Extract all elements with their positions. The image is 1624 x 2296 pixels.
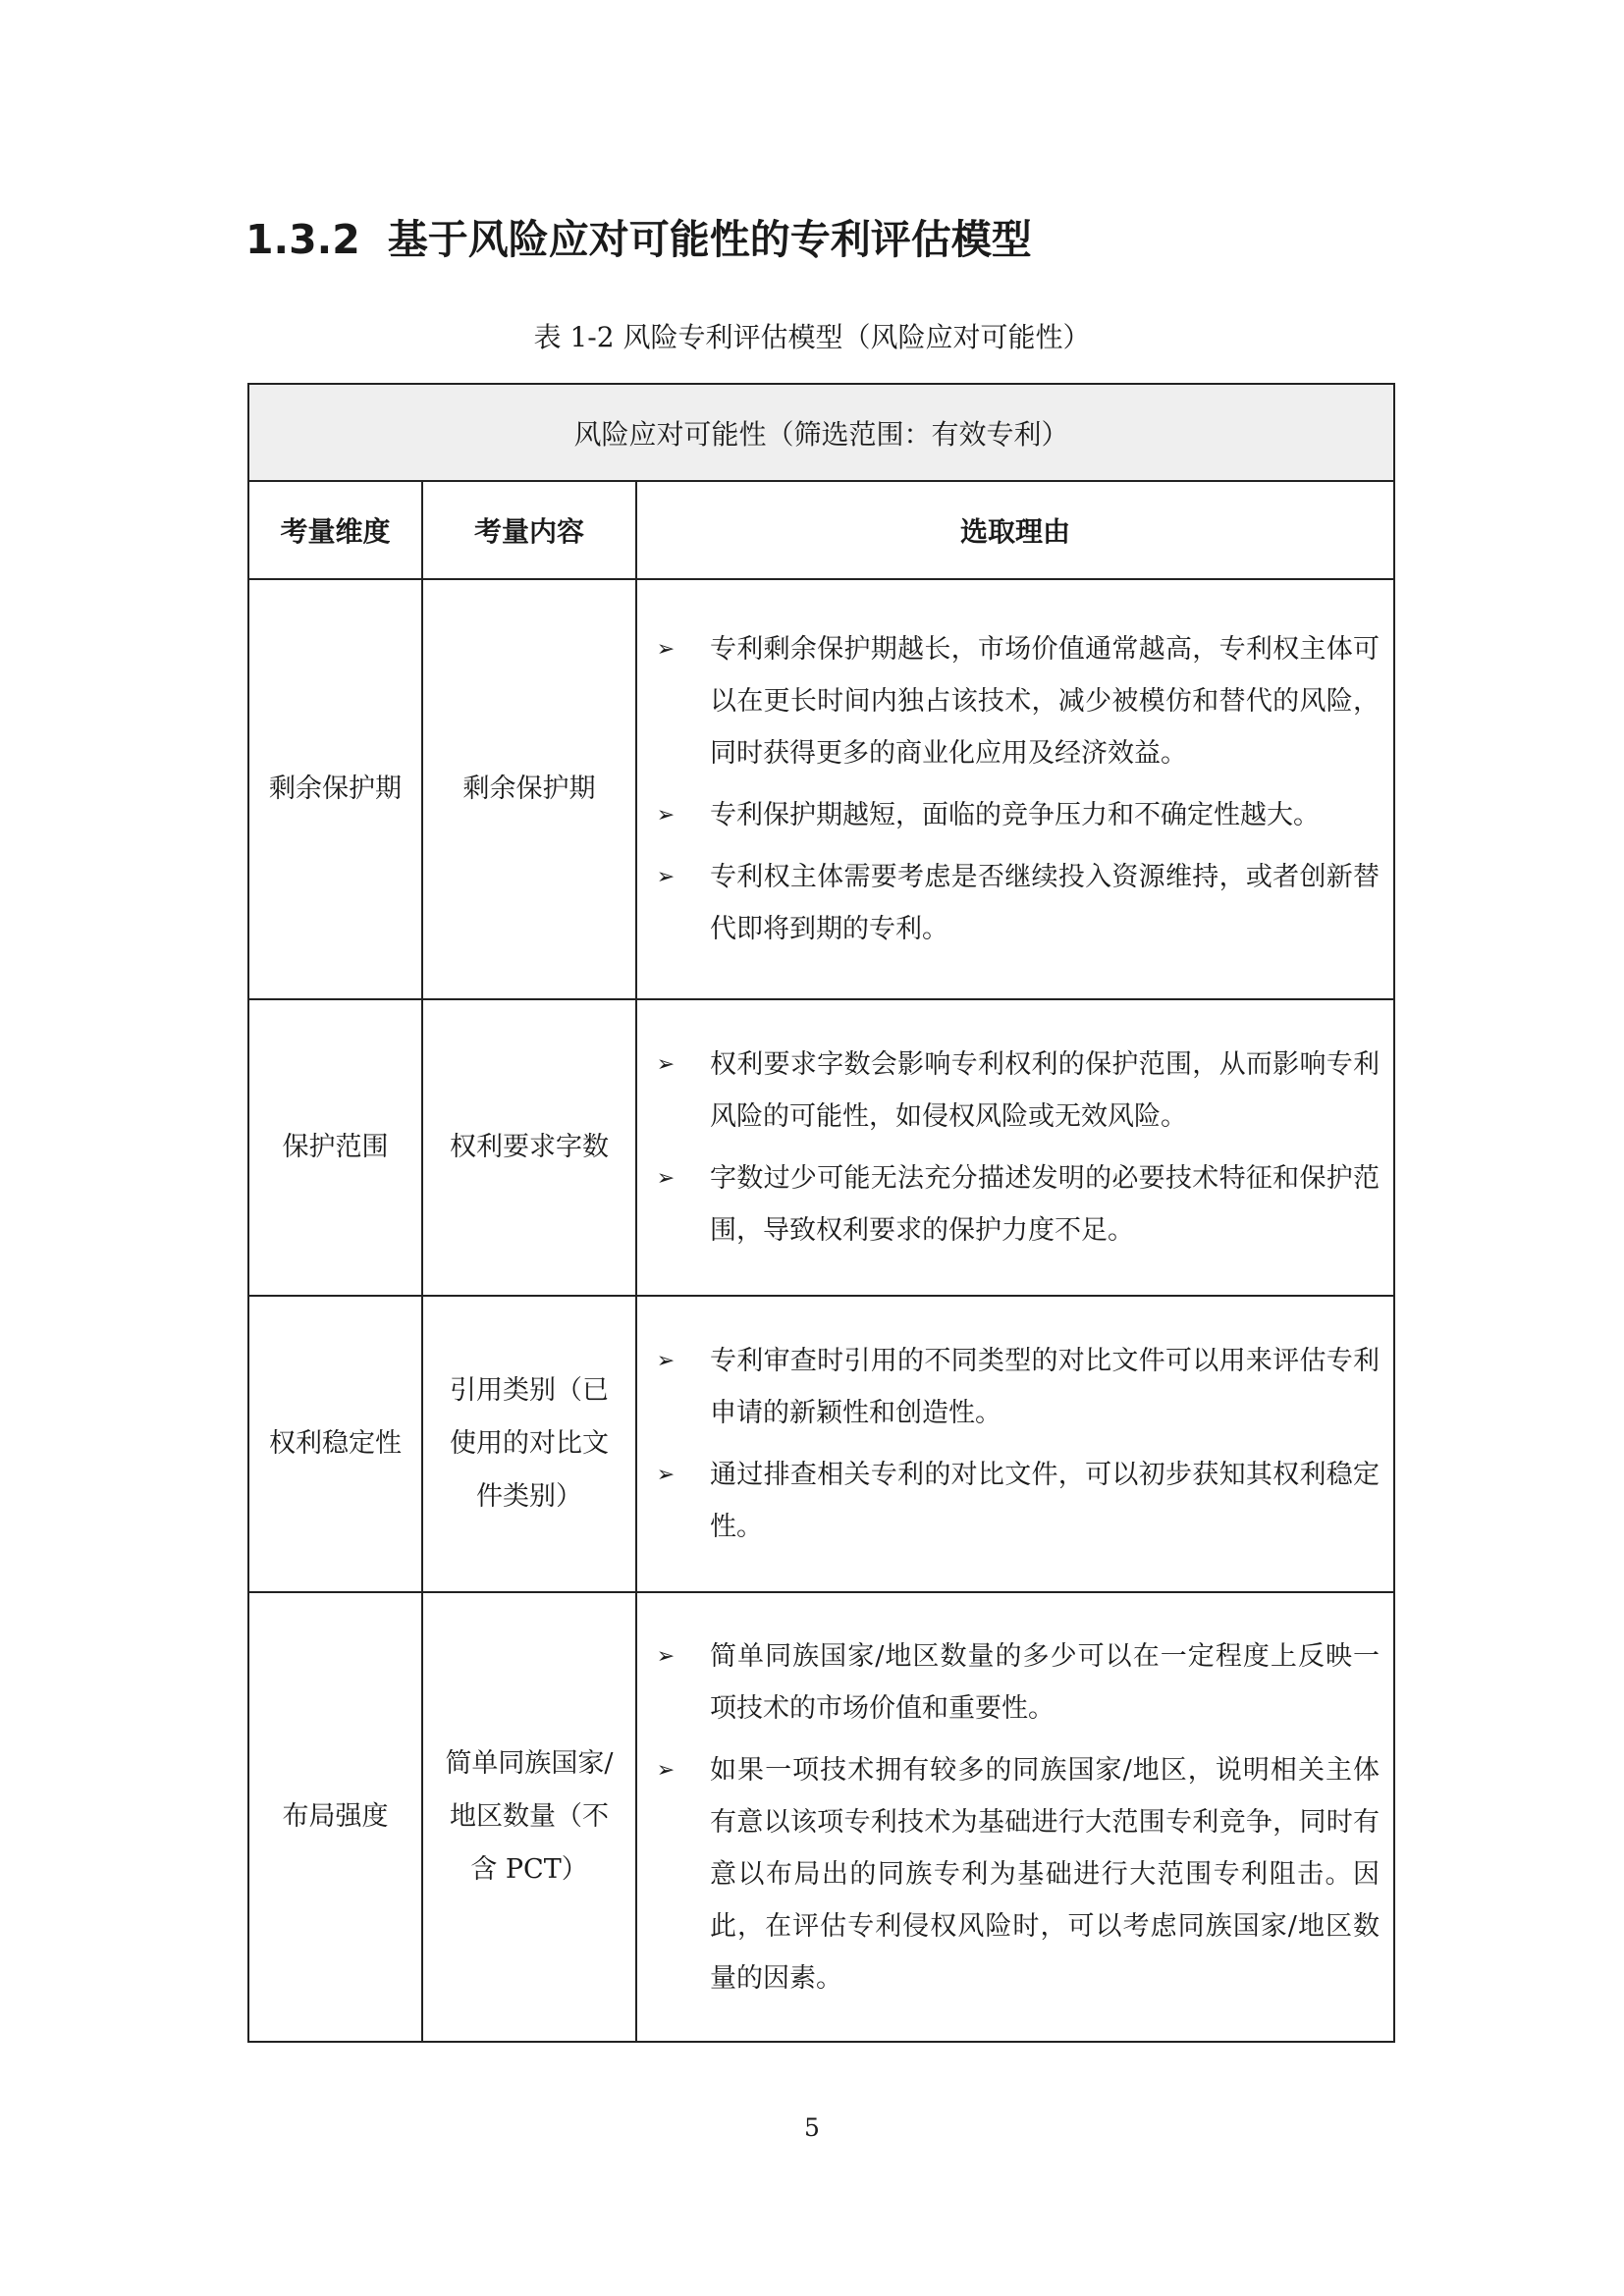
section-title: 基于风险应对可能性的专利评估模型 <box>387 216 1032 263</box>
dimension-cell: 权利稳定性 <box>248 1296 422 1592</box>
table-header-row <box>248 481 1394 579</box>
reason-text: 字数过少可能无法充分描述发明的必要技术特征和保护范围，导致权利要求的保护力度不足。 <box>710 1163 1380 1246</box>
content-cell: 引用类别（已使用的对比文件类别） <box>422 1296 636 1592</box>
reason-cell <box>636 579 1394 999</box>
reason-item <box>637 623 1380 779</box>
reason-text: 通过排查相关专利的对比文件，可以初步获知其权利稳定性。 <box>710 1460 1380 1542</box>
reason-item <box>637 1744 1380 2004</box>
reason-text: 专利权主体需要考虑是否继续投入资源维持，或者创新替代即将到期的专利。 <box>710 862 1380 944</box>
arrow-bullet-icon: ➢ <box>656 1757 676 1783</box>
reason-item <box>637 1449 1380 1553</box>
arrow-bullet-icon: ➢ <box>656 865 676 889</box>
header-reason: 选取理由 <box>636 481 1394 579</box>
table-row <box>248 579 1394 999</box>
content-cell: 剩余保护期 <box>422 579 636 999</box>
content-cell: 权利要求字数 <box>422 999 636 1296</box>
table-caption: 表 1-2 风险专利评估模型（风险应对可能性） <box>533 321 1091 353</box>
reason-item <box>637 851 1380 955</box>
arrow-bullet-icon: ➢ <box>656 1463 676 1487</box>
section-heading <box>245 210 1032 269</box>
arrow-bullet-icon: ➢ <box>656 1349 676 1373</box>
reason-text: 简单同族国家/地区数量的多少可以在一定程度上反映一项技术的市场价值和重要性。 <box>710 1640 1380 1724</box>
reason-item <box>637 1152 1380 1256</box>
content-cell: 简单同族国家/地区数量（不含 PCT） <box>422 1592 636 2042</box>
table-title-row <box>248 384 1394 481</box>
reason-cell <box>636 1296 1394 1592</box>
table-row <box>248 999 1394 1296</box>
page-number: 5 <box>804 2113 820 2142</box>
table-row <box>248 1592 1394 2042</box>
header-content: 考量内容 <box>422 481 636 579</box>
reason-text: 专利剩余保护期越长，市场价值通常越高，专利权主体可以在更长时间内独占该技术，减少被模仿和替代的风险，同时获得更多的商业化应用及经济效益。 <box>710 634 1380 769</box>
section-number: 1.3.2 <box>245 216 360 263</box>
dimension-cell: 布局强度 <box>248 1592 422 2042</box>
dimension-cell: 保护范围 <box>248 999 422 1296</box>
reason-text: 专利保护期越短，面临的竞争压力和不确定性越大。 <box>710 800 1320 830</box>
table-row <box>248 1296 1394 1592</box>
reason-item <box>637 1630 1380 1735</box>
header-dimension: 考量维度 <box>248 481 422 579</box>
reason-cell <box>636 999 1394 1296</box>
risk-assessment-table <box>247 383 1395 2043</box>
arrow-bullet-icon: ➢ <box>656 637 676 662</box>
arrow-bullet-icon: ➢ <box>656 803 676 828</box>
reason-text: 专利审查时引用的不同类型的对比文件可以用来评估专利申请的新颖性和创造性。 <box>710 1346 1380 1428</box>
arrow-bullet-icon: ➢ <box>656 1643 676 1669</box>
reason-text: 如果一项技术拥有较多的同族国家/地区，说明相关主体有意以该项专利技术为基础进行大范围专利竞争，同时有意以布局出的同族专利为基础进行大范围专利阻击。因此，在评估专利侵权风险时，可以考虑同族国家/地区数量的因素。 <box>710 1754 1380 1994</box>
arrow-bullet-icon: ➢ <box>656 1052 676 1077</box>
reason-text: 权利要求字数会影响专利权利的保护范围，从而影响专利风险的可能性，如侵权风险或无效风险。 <box>710 1049 1380 1132</box>
arrow-bullet-icon: ➢ <box>656 1166 676 1191</box>
reason-item <box>637 1039 1380 1143</box>
reason-cell <box>636 1592 1394 2042</box>
table-title: 风险应对可能性（筛选范围：有效专利） <box>248 384 1394 481</box>
reason-item <box>637 789 1380 841</box>
reason-item <box>637 1335 1380 1439</box>
dimension-cell: 剩余保护期 <box>248 579 422 999</box>
